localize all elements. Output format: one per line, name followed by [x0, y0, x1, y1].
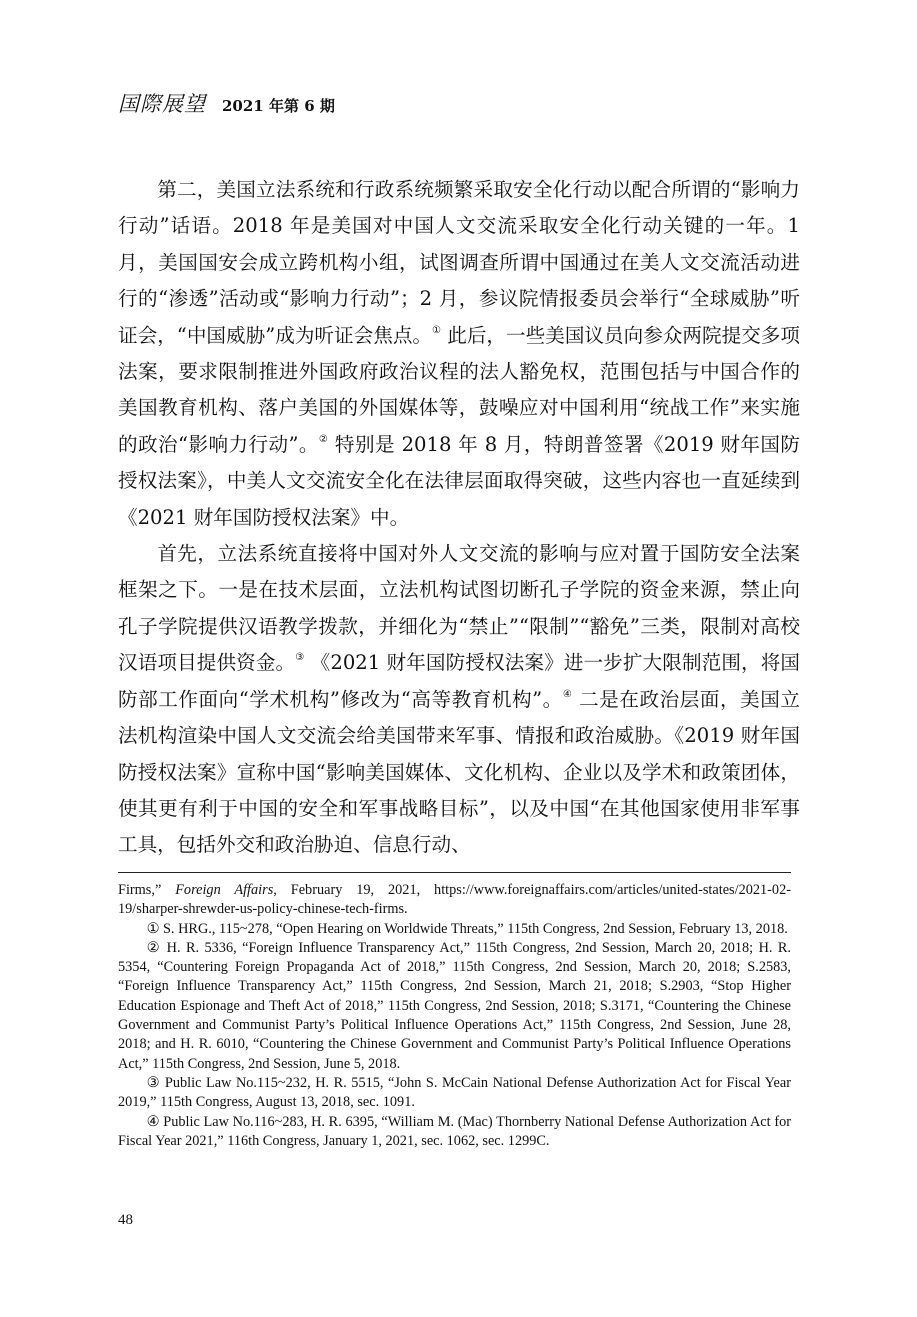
journal-title: Foreign Affairs	[175, 882, 274, 898]
text-run: 二是在政治层面，美国立法机构渲染中国人文交流会给美国带来军事、情报和政治威胁。《2019 财年国防授权法案》宣称中国“影响美国媒体、文化机构、企业以及学术和政策团体，使其更有利于中国的安全和军事战略目标”，以及中国“在其他国家使用非军事工具，包括外交和政治胁迫、信息行动、	[118, 687, 801, 857]
footnote-divider	[118, 872, 791, 873]
footnote-1: ① S. HRG., 115~278, “Open Hearing on Worldwide Threats,” 115th Congress, 2nd Session, February 13, 2018.	[146, 920, 788, 937]
footnote-ref[interactable]: ②	[318, 433, 329, 445]
footnotes	[118, 881, 791, 1151]
text-run: 特别是 2018 年 8 月，特朗普签署《2019 财年国防授权法案》，中美人文交流安全化在法律层面取得突破，这些内容也一直延续到《2021 财年国防授权法案》中。	[118, 432, 800, 529]
footnote-continuation	[118, 881, 791, 920]
footnote-ref[interactable]: ④	[562, 688, 573, 700]
text-run: , February 19, 2021, https://www.foreignaffairs.com/articles/united-states/2021-02-19/sharper-shrewder-us-policy-chinese-tech-firms.	[118, 882, 791, 918]
footnote-4: ④ Public Law No.116~283, H. R. 6395, “William M. (Mac) Thornberry National Defense Authorization Act for Fiscal Year 2021,” 116th Congress, January 1, 2021, sec. 1062, sec. 1299C.	[118, 1113, 791, 1149]
text-run: 第二，美国立法系统和行政系统频繁采取安全化行动以配合所谓的“影响力行动”话语。2018 年是美国对中国人文交流采取安全化行动关键的一年。1 月，美国国安会成立跨机构小组，试图调查所谓中国通过在美人文交流活动进行的“渗透”活动或“影响力行动”；2 月，参议院情报委员会举行“全球威胁”听证会，“中国威胁”成为听证会焦点。	[118, 178, 800, 347]
footnote-2: ② H. R. 5336, “Foreign Influence Transparency Act,” 115th Congress, 2nd Session, March 20, 2018; H. R. 5354, “Countering Foreign Propaganda Act of 2018,” 115th Congress, 2nd Session, March 20, 2018; S.2583, “Foreign Influence Transparency Act,” 115th Congress, 2nd Session, March 21, 2018; S.2903, “Stop Higher Education Espionage and Theft Act of 2018,” 115th Congress, 2nd Session, 2018; S.3171, “Countering the Chinese Government and Communist Party’s Political Influence Operations Act,” 115th Congress, 2nd Session, June 28, 2018; and H. R. 6010, “Countering the Chinese Government and Communist Party’s Political Influence Operations Act,” 115th Congress, 2nd Session, June 5, 2018.	[118, 939, 791, 1072]
text-run: 此后，一些美国议员向参众两院提交多项法案，要求限制推进外国政府政治议程的法人豁免权，范围包括与中国合作的美国教育机构、落户美国的外国媒体等，鼓噪应对中国利用“统战工作”来实施的政治“影响力行动”。	[118, 323, 800, 456]
text-run: 《2021 财年国防授权法案》进一步扩大限制范围，将国防部工作面向“学术机构”修改为“高等教育机构”。	[118, 651, 801, 711]
journal-logo: 国際展望	[118, 92, 206, 116]
footnote-ref[interactable]: ①	[432, 324, 441, 336]
issue-label: 2021 年第 6 期	[222, 97, 335, 115]
text-run: Firms,”	[118, 882, 176, 898]
running-header	[118, 88, 335, 118]
page-number: 48	[118, 1212, 133, 1228]
main-text	[118, 172, 800, 864]
footnote-ref[interactable]: ③	[295, 652, 305, 664]
footnote-3: ③ Public Law No.115~232, H. R. 5515, “John S. McCain National Defense Authorization Act for Fiscal Year 2019,” 115th Congress, August 13, 2018, sec. 1091.	[118, 1074, 791, 1111]
paragraph	[118, 172, 800, 536]
text-run: 首先，立法系统直接将中国对外人文交流的影响与应对置于国防安全法案框架之下。一是在技术层面，立法机构试图切断孔子学院的资金来源，禁止向孔子学院提供汉语教学拨款，并细化为“禁止”“限制”“豁免”三类，限制对高校汉语项目提供资金。	[118, 542, 800, 675]
paragraph	[118, 536, 800, 864]
